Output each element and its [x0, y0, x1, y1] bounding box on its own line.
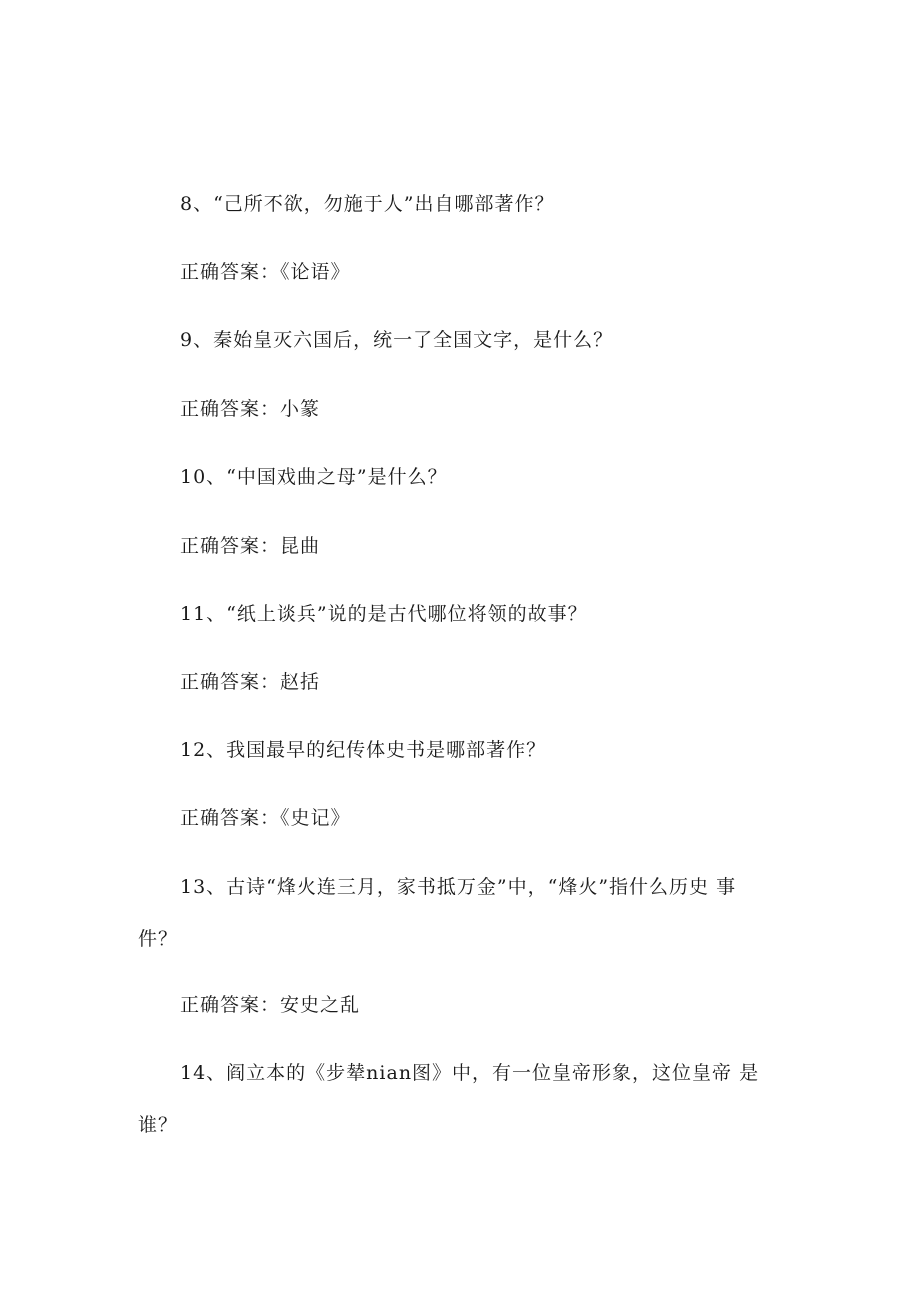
answer-12: 正确答案：《史记》 — [180, 807, 351, 829]
question-12: 12、我国最早的纪传体史书是哪部著作？ — [180, 739, 547, 761]
question-14-line1: 14、阎立本的《步辇nian图》中，有一位皇帝形象，这位皇帝 是 — [180, 1062, 760, 1084]
question-14-line2: 谁？ — [138, 1114, 179, 1136]
question-8: 8、“己所不欲，勿施于人”出自哪部著作？ — [180, 193, 555, 215]
question-10: 10、“中国戏曲之母”是什么？ — [180, 466, 448, 488]
answer-13: 正确答案：安史之乱 — [180, 994, 361, 1016]
answer-10: 正确答案：昆曲 — [180, 535, 321, 557]
question-9: 9、秦始皇灭六国后，统一了全国文字，是什么？ — [180, 329, 614, 351]
answer-11: 正确答案：赵括 — [180, 671, 321, 693]
question-11: 11、“纸上谈兵”说的是古代哪位将领的故事？ — [180, 603, 588, 625]
answer-8: 正确答案：《论语》 — [180, 261, 351, 283]
question-13-line2: 件？ — [138, 928, 179, 950]
question-13-line1: 13、古诗“烽火连三月，家书抵万金”中，“烽火”指什么历史 事 — [180, 876, 737, 898]
answer-9: 正确答案：小篆 — [180, 398, 321, 420]
